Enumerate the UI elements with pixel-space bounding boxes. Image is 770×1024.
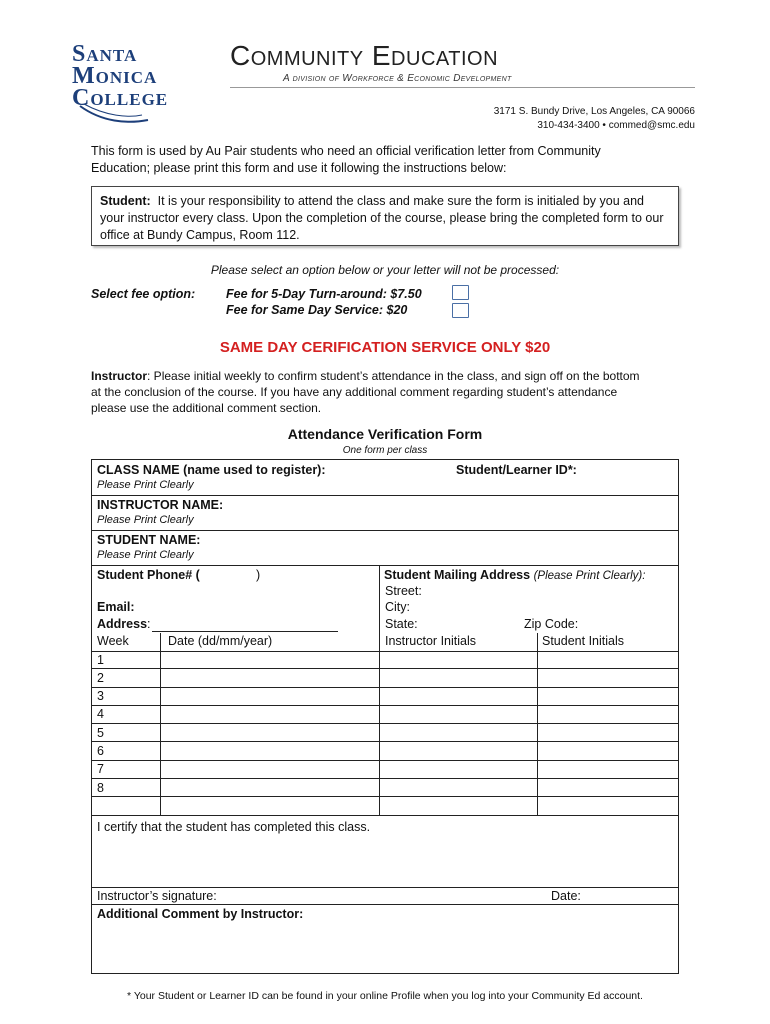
contact-line: 310-434-3400 • commed@smc.edu bbox=[537, 120, 695, 131]
student-text: It is your responsibility to attend the class and make sure the form is initialed by you and your instructor every class. Upon the completion of the course, please bring the completed form to our office at Bundy Campus, Room 112. bbox=[100, 194, 664, 242]
col-date: Date (dd/mm/year) bbox=[168, 634, 273, 648]
logo-swash-icon bbox=[72, 102, 152, 126]
student-instructions-box bbox=[91, 186, 679, 246]
date-label: Date: bbox=[551, 889, 581, 903]
instructor-name-label: INSTRUCTOR NAME: bbox=[97, 498, 224, 512]
student-name-label: STUDENT NAME: bbox=[97, 533, 201, 547]
week-number: 2 bbox=[97, 671, 104, 685]
page-subtitle: A division of Workforce & Economic Development bbox=[283, 73, 512, 84]
student-instructions bbox=[100, 193, 670, 244]
student-phone-label: Student Phone# ( bbox=[97, 568, 200, 582]
col-student-initials: Student Initials bbox=[542, 634, 624, 648]
attendance-form bbox=[91, 459, 679, 974]
zip-label: Zip Code: bbox=[524, 617, 579, 631]
street-label: Street: bbox=[385, 584, 422, 598]
col-instructor-initials: Instructor Initials bbox=[385, 634, 477, 648]
logo-line-1: Santa bbox=[72, 41, 138, 67]
fee-5day-checkbox[interactable] bbox=[452, 285, 469, 300]
week-number: 8 bbox=[97, 781, 104, 795]
signature-label: Instructor’s signature: bbox=[97, 889, 217, 903]
week-number: 7 bbox=[97, 762, 104, 776]
address-line: 3171 S. Bundy Drive, Los Angeles, CA 90066 bbox=[493, 106, 695, 117]
college-logo bbox=[72, 41, 169, 128]
sameday-notice: SAME DAY CERIFICATION SERVICE ONLY $20 bbox=[219, 339, 551, 356]
col-week: Week bbox=[97, 634, 129, 648]
instructor-note-label: Instructor bbox=[91, 369, 148, 383]
fee-sameday-checkbox[interactable] bbox=[452, 303, 469, 318]
mailing-label: Student Mailing Address bbox=[384, 568, 531, 582]
additional-comment-label: Additional Comment by Instructor: bbox=[97, 907, 304, 921]
logo-line-3: College bbox=[72, 85, 169, 111]
fee-label: Select fee option: bbox=[91, 287, 196, 301]
week-number: 3 bbox=[97, 689, 104, 703]
phone-paren: ) bbox=[256, 568, 261, 582]
print-clearly-hint: Please Print Clearly bbox=[97, 549, 194, 561]
address-label: Address bbox=[97, 617, 148, 631]
student-id-label: Student/Learner ID*: bbox=[456, 463, 577, 477]
mailing-note: (Please Print Clearly): bbox=[533, 570, 646, 582]
mailing-address-heading bbox=[384, 568, 645, 582]
week-number: 4 bbox=[97, 707, 104, 721]
week-number: 5 bbox=[97, 726, 104, 740]
print-clearly-hint: Please Print Clearly bbox=[97, 479, 194, 491]
instructor-note-text: : Please initial weekly to confirm student’s attendance in the class, and sign off on the bottom at the conclusion of the course. If you have any additional comment regarding student’s attendance please use the additional comment section. bbox=[91, 369, 640, 415]
class-name-label: CLASS NAME (name used to register): bbox=[97, 463, 326, 477]
address-colon: : bbox=[147, 617, 151, 631]
student-label: Student: bbox=[100, 194, 151, 208]
select-note: Please select an option below or your letter will not be processed: bbox=[210, 263, 560, 277]
instructor-note bbox=[91, 368, 651, 416]
form-title: Attendance Verification Form bbox=[287, 426, 483, 442]
print-clearly-hint: Please Print Clearly bbox=[97, 514, 194, 526]
week-number: 1 bbox=[97, 653, 104, 667]
address-label-row bbox=[97, 617, 151, 631]
week-number: 6 bbox=[97, 744, 104, 758]
city-label: City: bbox=[385, 600, 410, 614]
page-title: Community Education bbox=[230, 40, 499, 71]
header-divider bbox=[230, 87, 695, 88]
intro-text: This form is used by Au Pair students who need an official verification letter from Community Education; please print this form and use it following the instructions below: bbox=[91, 144, 601, 175]
fee-option-sameday-label: Fee for Same Day Service: $20 bbox=[226, 303, 408, 317]
logo-line-2: Monica bbox=[72, 63, 158, 89]
form-subtitle: One form per class bbox=[342, 445, 428, 456]
fee-option-5day-label: Fee for 5-Day Turn-around: $7.50 bbox=[226, 287, 422, 301]
certify-statement: I certify that the student has completed this class. bbox=[97, 820, 371, 834]
state-label: State: bbox=[385, 617, 418, 631]
footnote: * Your Student or Learner ID can be found in your online Profile when you log into your Community Ed account. bbox=[127, 990, 643, 1002]
email-label: Email: bbox=[97, 600, 135, 614]
